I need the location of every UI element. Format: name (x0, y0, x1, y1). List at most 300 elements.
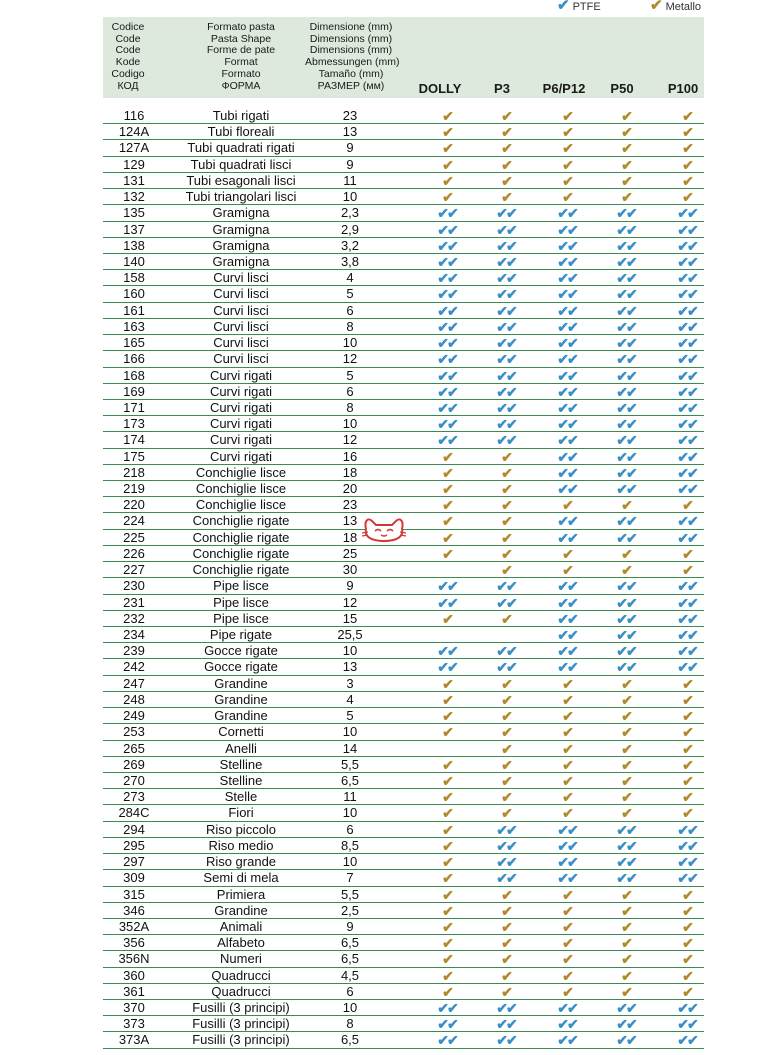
dimension-cell: 25 (342, 545, 358, 561)
p3-check-icon: ✔ (501, 772, 511, 789)
table-row (103, 205, 704, 221)
p3-check-icon: ✔ (501, 886, 511, 903)
p6-p12-check-icon: ✔✔ (557, 1016, 577, 1033)
p100-check-icon: ✔✔ (677, 870, 697, 887)
table-row (103, 951, 704, 967)
dimension-cell: 6 (346, 821, 354, 837)
dolly-check-icon: ✔ (442, 870, 452, 887)
p3-check-icon: ✔✔ (496, 870, 516, 887)
header-code-es: Codigo (111, 67, 145, 80)
p3-check-icon: ✔ (501, 140, 511, 157)
code-cell: 124A (118, 124, 150, 140)
code-cell: 248 (123, 691, 145, 707)
pasta-table-body (103, 108, 704, 1049)
p50-check-icon: ✔ (621, 967, 631, 984)
legend-ptfe-label: PTFE (572, 1, 601, 13)
header-p3: P3 (494, 81, 510, 96)
header-code-en: Code (115, 32, 141, 45)
dolly-check-icon: ✔ (442, 918, 452, 935)
shape-cell: Curvi lisci (213, 318, 269, 334)
dolly-check-icon: ✔✔ (437, 253, 457, 270)
dimension-cell: 6,5 (340, 951, 360, 967)
p50-check-icon: ✔✔ (616, 302, 636, 319)
table-row (103, 238, 704, 254)
table-row (103, 757, 704, 773)
p100-check-icon: ✔✔ (677, 643, 697, 660)
p100-check-icon: ✔ (682, 935, 692, 952)
shape-cell: Tubi floreali (207, 124, 275, 140)
shape-cell: Conchiglie lisce (195, 481, 287, 497)
shape-cell: Fiori (228, 805, 254, 821)
shape-cell: Quadrucci (211, 967, 271, 983)
code-cell: 356N (118, 951, 150, 967)
code-cell: 132 (123, 189, 145, 205)
shape-cell: Numeri (220, 951, 262, 967)
p3-check-icon: ✔ (501, 464, 511, 481)
dimension-cell: 4,5 (340, 967, 360, 983)
p3-check-icon: ✔✔ (496, 659, 516, 676)
header-p50: P50 (610, 81, 634, 96)
p6-p12-check-icon: ✔✔ (557, 205, 577, 222)
table-row (103, 1016, 704, 1032)
p3-check-icon: ✔ (501, 562, 511, 579)
p3-check-icon: ✔ (501, 691, 511, 708)
code-cell: 356 (123, 935, 145, 951)
dolly-check-icon: ✔ (442, 951, 452, 968)
p3-check-icon: ✔ (501, 189, 511, 206)
p100-check-icon: ✔ (682, 772, 692, 789)
shape-cell: Pipe lisce (213, 610, 269, 626)
dimension-cell: 2,5 (340, 902, 360, 918)
p6-p12-check-icon: ✔ (562, 108, 572, 124)
p3-check-icon: ✔✔ (496, 335, 516, 352)
code-cell: 226 (123, 545, 145, 561)
code-cell: 160 (123, 286, 145, 302)
p50-check-icon: ✔✔ (616, 594, 636, 611)
code-cell: 135 (123, 205, 145, 221)
legend-ptfe (557, 0, 601, 13)
code-cell: 165 (123, 335, 145, 351)
header-dimension (305, 21, 400, 92)
shape-cell: Alfabeto (217, 935, 265, 951)
dolly-check-icon: ✔✔ (437, 1032, 457, 1049)
shape-cell: Cornetti (218, 724, 264, 740)
p50-check-icon: ✔✔ (616, 416, 636, 433)
shape-cell: Animali (219, 918, 263, 934)
p100-check-icon: ✔ (682, 708, 692, 725)
p50-check-icon: ✔ (621, 675, 631, 692)
header-code-fr: Code (115, 44, 141, 57)
dimension-cell: 5 (346, 708, 354, 724)
dolly-check-icon: ✔✔ (437, 351, 457, 368)
table-row (103, 465, 704, 481)
header-code-ru: КОД (117, 79, 139, 92)
p50-check-icon: ✔ (621, 983, 631, 1000)
p6-p12-check-icon: ✔✔ (557, 578, 577, 595)
code-cell: 352A (118, 918, 150, 934)
dimension-cell: 8 (346, 399, 354, 415)
dimension-cell: 10 (342, 724, 358, 740)
p3-check-icon: ✔ (501, 789, 511, 806)
code-cell: 315 (123, 886, 145, 902)
dimension-cell: 3,2 (340, 237, 360, 253)
table-row (103, 400, 704, 416)
p6-p12-check-icon: ✔ (562, 172, 572, 189)
p3-check-icon: ✔✔ (496, 578, 516, 595)
code-cell: 173 (123, 416, 145, 432)
shape-cell: Gramigna (212, 237, 270, 253)
shape-cell: Gocce rigate (204, 659, 278, 675)
metallo-check-icon: ✔ (650, 0, 663, 14)
dolly-check-icon: ✔ (442, 805, 452, 822)
p100-check-icon: ✔ (682, 156, 692, 173)
shape-cell: Curvi rigati (209, 416, 273, 432)
p3-check-icon: ✔ (501, 902, 511, 919)
code-cell: 129 (123, 156, 145, 172)
p100-check-icon: ✔✔ (677, 578, 697, 595)
header-dim-en: Dimensions (mm) (309, 32, 393, 45)
dimension-cell: 9 (346, 918, 354, 934)
dolly-check-icon: ✔✔ (437, 399, 457, 416)
code-cell: 225 (123, 529, 145, 545)
dimension-cell: 10 (342, 335, 358, 351)
p6-p12-check-icon: ✔✔ (557, 821, 577, 838)
p100-check-icon: ✔✔ (677, 399, 697, 416)
code-cell: 175 (123, 448, 145, 464)
p6-p12-check-icon: ✔✔ (557, 286, 577, 303)
dimension-cell: 6 (346, 302, 354, 318)
p100-check-icon: ✔✔ (677, 367, 697, 384)
p50-check-icon: ✔✔ (616, 870, 636, 887)
legend-metallo-label: Metallo (665, 1, 702, 13)
p6-p12-check-icon: ✔✔ (557, 237, 577, 254)
dolly-check-icon: ✔ (442, 124, 452, 141)
dolly-check-icon: ✔ (442, 983, 452, 1000)
p50-check-icon: ✔ (621, 691, 631, 708)
table-row (103, 546, 704, 562)
p6-p12-check-icon: ✔ (562, 983, 572, 1000)
p3-check-icon: ✔✔ (496, 351, 516, 368)
dolly-check-icon: ✔✔ (437, 594, 457, 611)
shape-cell: Tubi quadrati rigati (187, 140, 295, 156)
header-p100: P100 (667, 81, 699, 96)
header-shape-ru: ФОРМА (221, 79, 261, 92)
p3-check-icon: ✔ (501, 610, 511, 627)
p50-check-icon: ✔✔ (616, 837, 636, 854)
header-dim-de: Abmessungen (mm) (305, 56, 400, 69)
p100-check-icon: ✔✔ (677, 383, 697, 400)
dolly-check-icon: ✔ (442, 902, 452, 919)
p50-check-icon: ✔✔ (616, 432, 636, 449)
table-row (103, 319, 704, 335)
dimension-cell: 7 (346, 870, 354, 886)
dimension-cell: 5,5 (340, 886, 360, 902)
p50-check-icon: ✔ (621, 562, 631, 579)
dolly-check-icon: ✔ (442, 772, 452, 789)
dolly-check-icon: ✔ (442, 691, 452, 708)
p100-check-icon: ✔✔ (677, 854, 697, 871)
shape-cell: Gramigna (212, 253, 270, 269)
p6-p12-check-icon: ✔✔ (557, 1000, 577, 1017)
shape-cell: Curvi rigati (209, 448, 273, 464)
dimension-cell: 23 (342, 497, 358, 513)
p3-check-icon: ✔✔ (496, 286, 516, 303)
p3-check-icon: ✔ (501, 675, 511, 692)
table-row (103, 384, 704, 400)
dolly-check-icon: ✔✔ (437, 383, 457, 400)
shape-cell: Curvi rigati (209, 383, 273, 399)
p50-check-icon: ✔✔ (616, 367, 636, 384)
shape-cell: Pipe rigate (209, 627, 273, 642)
dimension-cell: 9 (346, 578, 354, 594)
table-row (103, 254, 704, 270)
code-cell: 270 (123, 772, 145, 788)
dolly-check-icon: ✔ (442, 967, 452, 984)
dolly-check-icon: ✔ (442, 497, 452, 514)
shape-cell: Tubi esagonali lisci (186, 172, 296, 188)
code-cell: 163 (123, 318, 145, 334)
p3-check-icon: ✔ (501, 967, 511, 984)
shape-cell: Tubi triangolari lisci (185, 189, 297, 205)
code-cell: 140 (123, 253, 145, 269)
table-row (103, 335, 704, 351)
p3-check-icon: ✔✔ (496, 594, 516, 611)
table-row (103, 773, 704, 789)
dolly-check-icon: ✔✔ (437, 286, 457, 303)
p3-check-icon: ✔ (501, 108, 511, 124)
table-row (103, 676, 704, 692)
code-cell: 227 (123, 562, 145, 578)
p6-p12-check-icon: ✔ (562, 789, 572, 806)
dolly-check-icon: ✔✔ (437, 237, 457, 254)
dolly-check-icon: ✔✔ (437, 643, 457, 660)
p6-p12-check-icon: ✔ (562, 124, 572, 141)
p50-check-icon: ✔✔ (616, 529, 636, 546)
dolly-check-icon: ✔ (442, 821, 452, 838)
p3-check-icon: ✔✔ (496, 837, 516, 854)
dimension-cell: 18 (342, 464, 358, 480)
shape-cell: Grandine (214, 902, 268, 918)
shape-cell: Conchiglie lisce (195, 464, 287, 480)
shape-cell: Grandine (214, 675, 268, 691)
code-cell: 273 (123, 789, 145, 805)
legend-metallo (650, 0, 701, 13)
p6-p12-check-icon: ✔ (562, 886, 572, 903)
p6-p12-check-icon: ✔✔ (557, 221, 577, 238)
table-row (103, 854, 704, 870)
p100-check-icon: ✔✔ (677, 416, 697, 433)
p100-check-icon: ✔ (682, 675, 692, 692)
cat-mascot-icon (360, 513, 408, 543)
dimension-cell: 13 (342, 513, 358, 529)
p3-check-icon: ✔✔ (496, 367, 516, 384)
dimension-cell: 8 (346, 1016, 354, 1032)
shape-cell: Riso grande (205, 854, 277, 870)
shape-cell: Fusilli (3 principi) (192, 1016, 290, 1032)
shape-cell: Fusilli (3 principi) (192, 1000, 290, 1016)
shape-cell: Tubi quadrati lisci (190, 156, 292, 172)
p3-check-icon: ✔✔ (496, 416, 516, 433)
p3-check-icon: ✔ (501, 756, 511, 773)
dolly-check-icon: ✔✔ (437, 302, 457, 319)
table-row (103, 805, 704, 821)
p50-check-icon: ✔✔ (616, 318, 636, 335)
dolly-check-icon: ✔ (442, 610, 452, 627)
dimension-cell: 6 (346, 983, 354, 999)
p3-check-icon: ✔✔ (496, 383, 516, 400)
dolly-check-icon: ✔ (442, 886, 452, 903)
p50-check-icon: ✔✔ (616, 464, 636, 481)
code-cell: 168 (123, 367, 145, 383)
code-cell: 249 (123, 708, 145, 724)
shape-cell: Stelline (219, 756, 263, 772)
table-row (103, 222, 704, 238)
table-row (103, 887, 704, 903)
code-cell: 265 (123, 740, 145, 756)
p100-check-icon: ✔ (682, 951, 692, 968)
p3-check-icon: ✔ (501, 805, 511, 822)
shape-cell: Stelle (224, 789, 258, 805)
p3-check-icon: ✔✔ (496, 253, 516, 270)
p6-p12-check-icon: ✔ (562, 756, 572, 773)
shape-cell: Pipe lisce (213, 594, 269, 610)
p6-p12-check-icon: ✔✔ (557, 302, 577, 319)
dolly-check-icon: ✔ (442, 675, 452, 692)
dimension-cell: 11 (343, 789, 357, 805)
p100-check-icon: ✔ (682, 756, 692, 773)
dimension-cell: 8,5 (340, 837, 360, 853)
p100-check-icon: ✔ (682, 562, 692, 579)
p100-check-icon: ✔ (682, 805, 692, 822)
legend (0, 0, 773, 14)
code-cell: 360 (123, 967, 145, 983)
dimension-cell: 10 (342, 189, 358, 205)
p6-p12-check-icon: ✔ (562, 935, 572, 952)
code-cell: 269 (123, 756, 145, 772)
dolly-check-icon: ✔✔ (437, 318, 457, 335)
p100-check-icon: ✔ (682, 691, 692, 708)
p100-check-icon: ✔ (682, 886, 692, 903)
table-row (103, 903, 704, 919)
dimension-cell: 4 (346, 691, 354, 707)
p6-p12-check-icon: ✔ (562, 545, 572, 562)
code-cell: 161 (123, 302, 145, 318)
p6-p12-check-icon: ✔ (562, 918, 572, 935)
p6-p12-check-icon: ✔✔ (557, 383, 577, 400)
p100-check-icon: ✔✔ (677, 432, 697, 449)
p50-check-icon: ✔✔ (616, 610, 636, 627)
p50-check-icon: ✔ (621, 756, 631, 773)
dolly-check-icon: ✔ (442, 529, 452, 546)
shape-cell: Semi di mela (203, 870, 279, 886)
shape-cell: Curvi rigati (209, 432, 273, 448)
p6-p12-check-icon: ✔✔ (557, 351, 577, 368)
p100-check-icon: ✔ (682, 124, 692, 141)
p50-check-icon: ✔✔ (616, 659, 636, 676)
p100-check-icon: ✔✔ (677, 610, 697, 627)
p100-check-icon: ✔✔ (677, 659, 697, 676)
header-dolly: DOLLY (418, 81, 462, 96)
p50-check-icon: ✔✔ (616, 643, 636, 660)
p100-check-icon: ✔✔ (677, 481, 697, 498)
shape-cell: Conchiglie rigate (192, 562, 290, 578)
table-row (103, 870, 704, 886)
p3-check-icon: ✔✔ (496, 205, 516, 222)
table-row (103, 919, 704, 935)
shape-cell: Gocce rigate (204, 643, 278, 659)
dolly-check-icon: ✔✔ (437, 432, 457, 449)
table-row (103, 270, 704, 286)
p6-p12-check-icon: ✔✔ (557, 448, 577, 465)
table-row (103, 1000, 704, 1016)
p50-check-icon: ✔ (621, 708, 631, 725)
table-row (103, 578, 704, 594)
code-cell: 218 (123, 464, 145, 480)
code-cell: 137 (123, 221, 145, 237)
code-cell: 284C (118, 805, 150, 821)
dimension-cell: 18 (342, 529, 358, 545)
shape-cell: Curvi rigati (209, 367, 273, 383)
dimension-cell: 10 (342, 643, 358, 659)
table-row (103, 449, 704, 465)
shape-cell: Curvi lisci (213, 270, 269, 286)
p6-p12-check-icon: ✔✔ (557, 870, 577, 887)
p100-check-icon: ✔✔ (677, 1000, 697, 1017)
header-shape-en: Pasta Shape (210, 32, 272, 45)
code-cell: 138 (123, 237, 145, 253)
dimension-cell: 13 (342, 659, 358, 675)
code-cell: 220 (123, 497, 145, 513)
table-row (103, 659, 704, 675)
dimension-cell: 16 (342, 448, 358, 464)
shape-cell: Riso medio (208, 837, 274, 853)
p50-check-icon: ✔ (621, 497, 631, 514)
code-cell: 309 (123, 870, 145, 886)
p100-check-icon: ✔ (682, 918, 692, 935)
p6-p12-check-icon: ✔ (562, 724, 572, 741)
header-dim-ru: РАЗМЕР (мм) (317, 79, 385, 92)
code-cell: 242 (123, 659, 145, 675)
p100-check-icon: ✔ (682, 108, 692, 124)
table-row (103, 189, 704, 205)
code-cell: 234 (123, 627, 145, 642)
dolly-check-icon: ✔✔ (437, 1016, 457, 1033)
p3-check-icon: ✔✔ (496, 270, 516, 287)
p6-p12-check-icon: ✔✔ (557, 854, 577, 871)
shape-cell: Stelline (219, 772, 263, 788)
dolly-check-icon: ✔✔ (437, 270, 457, 287)
p100-check-icon: ✔✔ (677, 627, 697, 643)
dolly-check-icon: ✔ (442, 708, 452, 725)
p3-check-icon: ✔ (501, 545, 511, 562)
code-cell: 294 (123, 821, 145, 837)
table-row (103, 173, 704, 189)
dimension-cell: 8 (346, 318, 354, 334)
table-row (103, 692, 704, 708)
p6-p12-check-icon: ✔✔ (557, 659, 577, 676)
header-code-it: Codice (111, 21, 145, 33)
p6-p12-check-icon: ✔✔ (557, 270, 577, 287)
p3-check-icon: ✔✔ (496, 1016, 516, 1033)
code-cell: 127A (118, 140, 150, 156)
code-cell: 224 (123, 513, 145, 529)
p50-check-icon: ✔✔ (616, 821, 636, 838)
p3-check-icon: ✔ (501, 172, 511, 189)
p100-check-icon: ✔✔ (677, 464, 697, 481)
p50-check-icon: ✔✔ (616, 335, 636, 352)
p100-check-icon: ✔ (682, 724, 692, 741)
code-cell: 373A (118, 1032, 150, 1048)
